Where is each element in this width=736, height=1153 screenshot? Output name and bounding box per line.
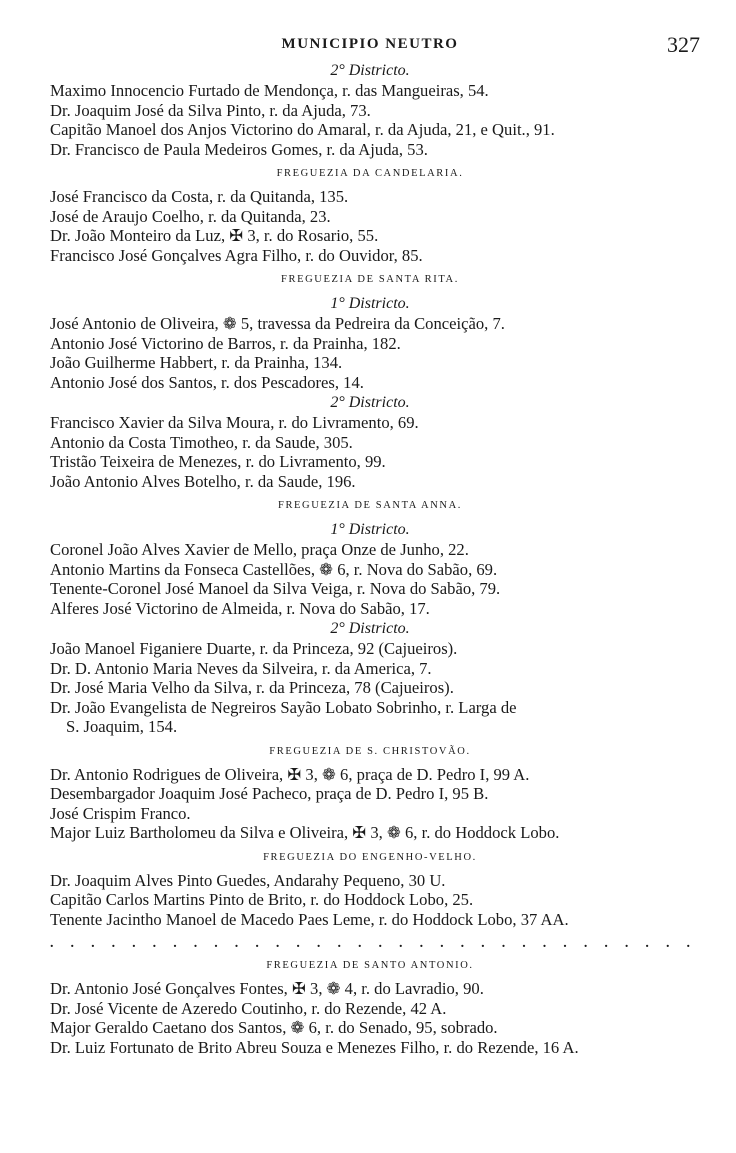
directory-entry: Francisco José Gonçalves Agra Filho, r. do Ouvidor, 85. xyxy=(50,245,423,265)
directory-entry: Dr. José Vicente de Azeredo Coutinho, r. do Rezende, 42 A. xyxy=(50,998,447,1018)
dot: . xyxy=(419,936,424,951)
directory-entry: Dr. Francisco de Paula Medeiros Gomes, r. da Ajuda, 53. xyxy=(50,139,428,159)
parish-heading: FREGUEZIA DO ENGENHO-VELHO. xyxy=(263,851,477,863)
directory-entry: Dr. D. Antonio Maria Neves da Silveira, r. da America, 7. xyxy=(50,658,432,678)
directory-entry: Francisco Xavier da Silva Moura, r. do Livramento, 69. xyxy=(50,413,419,432)
dot: . xyxy=(275,936,280,951)
dot: . xyxy=(645,936,649,951)
directory-entry: Dr. Luiz Fortunato de Brito Abreu Souza e Menezes Filho, r. do Rezende, 16 A. xyxy=(50,1037,579,1057)
running-head xyxy=(50,32,700,60)
dot: . xyxy=(481,936,485,951)
dot: . xyxy=(501,936,506,951)
dot: . xyxy=(378,936,382,951)
directory-entry: Capitão Manoel dos Anjos Victorino do Amaral, r. da Ajuda, 21, e Quit., 91. xyxy=(50,120,555,139)
dot: . xyxy=(624,936,629,951)
directory-entry: Major Geraldo Caetano dos Santos, ❁ 6, r. do Senado, 95, sobrado. xyxy=(50,1018,498,1037)
dot: . xyxy=(583,936,588,951)
directory-entry: João Manoel Figaniere Duarte, r. da Princeza, 92 (Cajueiros). xyxy=(50,639,458,658)
directory-entry: Desembargador Joaquim José Pacheco, praça de D. Pedro I, 95 B. xyxy=(50,784,489,803)
directory-entry: Coronel João Alves Xavier de Mello, praça Onze de Junho, 22. xyxy=(50,540,469,559)
dot: . xyxy=(522,936,526,951)
directory-entry: Antonio José dos Santos, r. dos Pescadores, 14. xyxy=(50,372,364,392)
directory-entry: Tenente Jacintho Manoel de Macedo Paes Leme, r. do Hoddock Lobo, 37 AA. xyxy=(50,909,569,929)
dot: . xyxy=(111,936,116,951)
ellipsis-separator xyxy=(50,937,690,951)
directory-entry: José Francisco da Costa, r. da Quitanda, 135. xyxy=(50,187,349,206)
directory-entry: Capitão Carlos Martins Pinto de Brito, r. do Hoddock Lobo, 25. xyxy=(50,890,474,909)
directory-entry: Dr. Antonio José Gonçalves Fontes, ✠ 3, ❁ 4, r. do Lavradio, 90. xyxy=(50,979,484,998)
dot: . xyxy=(296,936,300,951)
dot: . xyxy=(399,936,403,951)
dot: . xyxy=(460,936,465,951)
dot: . xyxy=(70,936,75,951)
directory-entry: Alferes José Victorino de Almeida, r. Nova do Sabão, 17. xyxy=(50,598,430,618)
directory-entry: Major Luiz Bartholomeu da Silva e Oliveira, ✠ 3, ❁ 6, r. do Hoddock Lobo. xyxy=(50,823,560,842)
dot: . xyxy=(173,936,177,951)
parish-heading: FREGUEZIA DE SANTA RITA. xyxy=(281,274,459,285)
directory-entry: Maximo Innocencio Furtado de Mendonça, r. das Mangueiras, 54. xyxy=(50,81,489,100)
directory-entry: Dr. João Monteiro da Luz, ✠ 3, r. do Rosario, 55. xyxy=(50,226,379,245)
district-heading: 1° Districto. xyxy=(330,521,410,538)
document-page xyxy=(50,32,700,1057)
district-heading: 2° Districto. xyxy=(330,620,410,637)
directory-entry: Dr. João Evangelista de Negreiros Sayão Lobato Sobrinho, r. Larga de xyxy=(50,697,517,717)
directory-entry: Antonio José Victorino de Barros, r. da Prainha, 182. xyxy=(50,333,401,353)
directory-entry: Dr. Joaquim Alves Pinto Guedes, Andarahy Pequeno, 30 U. xyxy=(50,870,446,890)
dot: . xyxy=(234,936,239,951)
district-heading: 2° Districto. xyxy=(330,62,410,79)
directory-entry-continuation: S. Joaquim, 154. xyxy=(66,717,178,736)
directory-entry: Dr. José Maria Velho da Silva, r. da Princeza, 78 (Cajueiros). xyxy=(50,678,454,697)
parish-heading: FREGUEZIA DA CANDELARIA. xyxy=(276,168,464,179)
directory-entry: Tenente-Coronel José Manoel da Silva Veiga, r. Nova do Sabão, 79. xyxy=(50,579,501,598)
dot: . xyxy=(255,936,259,951)
district-heading: 2° Districto. xyxy=(330,394,410,411)
dot: . xyxy=(337,936,341,951)
dot: . xyxy=(686,936,690,951)
directory-entry: José Crispim Franco. xyxy=(50,803,191,823)
dot: . xyxy=(316,936,321,951)
dot: . xyxy=(91,936,95,951)
dot: . xyxy=(665,936,670,951)
parish-heading: FREGUEZIA DE S. CHRISTOVÃO. xyxy=(269,745,471,757)
directory-entry: João Guilherme Habbert, r. da Prainha, 134. xyxy=(50,353,343,372)
directory-entry: Antonio Martins da Fonseca Castellões, ❁ 6, r. Nova do Sabão, 69. xyxy=(50,559,498,579)
dot: . xyxy=(440,936,444,951)
directory-entry: João Antonio Alves Botelho, r. da Saude, 196. xyxy=(50,471,356,491)
dot: . xyxy=(50,936,54,951)
dot: . xyxy=(152,936,157,951)
directory-entry: Antonio da Costa Timotheo, r. da Saude, 305. xyxy=(50,432,353,452)
page-number: 327 xyxy=(667,32,700,57)
dot: . xyxy=(542,936,547,951)
directory-entry: Tristão Teixeira de Menezes, r. do Livramento, 99. xyxy=(50,452,386,471)
directory-entry: Dr. Antonio Rodrigues de Oliveira, ✠ 3, ❁ 6, praça de D. Pedro I, 99 A. xyxy=(50,764,530,784)
dot: . xyxy=(604,936,608,951)
parish-heading: FREGUEZIA DE SANTA ANNA. xyxy=(278,500,462,511)
dot: . xyxy=(193,936,198,951)
directory-entry: José de Araujo Coelho, r. da Quitanda, 23. xyxy=(50,206,331,226)
directory-entry: Dr. Joaquim José da Silva Pinto, r. da Ajuda, 73. xyxy=(50,100,371,120)
dot: . xyxy=(132,936,136,951)
dot: . xyxy=(563,936,567,951)
district-heading: 1° Districto. xyxy=(330,295,410,312)
dot: . xyxy=(214,936,218,951)
directory-listing xyxy=(50,60,690,1057)
directory-entry: José Antonio de Oliveira, ❁ 5, travessa da Pedreira da Conceição, 7. xyxy=(50,314,505,333)
parish-heading: FREGUEZIA DE SANTO ANTONIO. xyxy=(266,960,474,971)
dot: . xyxy=(357,936,362,951)
running-title: MUNICIPIO NEUTRO xyxy=(281,36,459,52)
